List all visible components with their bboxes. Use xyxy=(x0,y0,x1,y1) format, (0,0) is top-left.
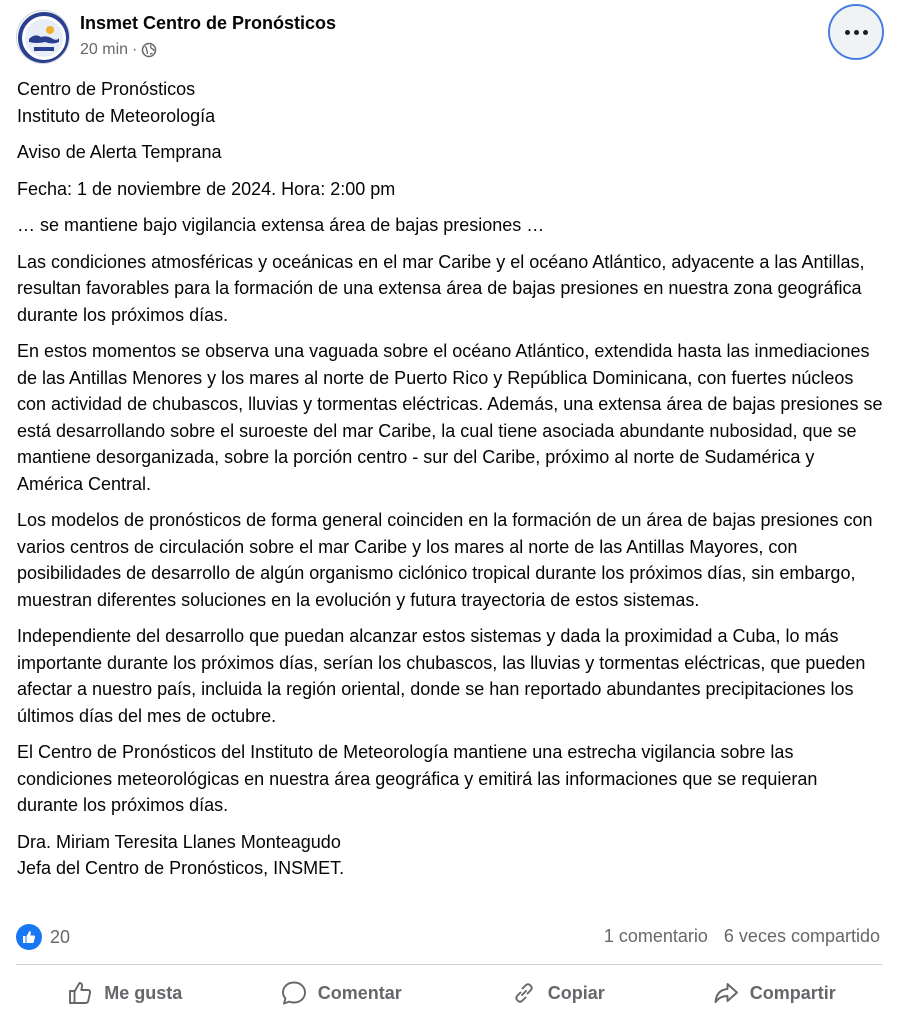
comment-button[interactable] xyxy=(233,970,450,1016)
post-line: Aviso de Alerta Temprana xyxy=(17,142,222,162)
post-paragraph xyxy=(17,176,883,203)
globe-icon[interactable] xyxy=(141,42,157,58)
link-icon xyxy=(510,979,538,1007)
post-paragraph xyxy=(17,249,883,329)
post-paragraph xyxy=(17,739,883,819)
share-count[interactable]: 6 veces compartido xyxy=(723,926,880,946)
share-button-label: Compartir xyxy=(749,982,836,1003)
meta-separator: · xyxy=(132,41,138,58)
post-body xyxy=(17,76,883,892)
comment-count[interactable]: 1 comentario xyxy=(603,926,708,946)
avatar[interactable] xyxy=(16,10,70,64)
divider xyxy=(16,964,882,965)
post-line: Independiente del desarrollo que puedan alcanzar estos sistemas y dada la proximidad a Cuba, lo más importante durante los próximos días, serían los chubascos, las lluvias y tormentas eléctricas, que pueden afectar a nuestro país, incluida la región oriental, donde se han reportado abundantes precipitaciones los últimos días del mes de octubre. xyxy=(17,626,866,726)
post-header xyxy=(16,8,884,64)
like-count: 20 xyxy=(50,926,71,947)
post-paragraph xyxy=(17,212,883,239)
more-options-button[interactable] xyxy=(828,4,884,60)
copy-button-label: Copiar xyxy=(547,982,605,1003)
post-meta xyxy=(80,41,157,59)
post-paragraph xyxy=(17,623,883,729)
like-button[interactable] xyxy=(16,970,233,1016)
post-paragraph xyxy=(17,829,883,882)
reactions-summary[interactable] xyxy=(16,924,70,950)
speech-bubble-icon xyxy=(280,979,308,1007)
more-dots-icon xyxy=(845,30,868,35)
post-line: Fecha: 1 de noviembre de 2024. Hora: 2:00 pm xyxy=(17,178,396,199)
engagement-counts xyxy=(604,926,880,947)
post-line: … se mantiene bajo vigilancia extensa área de bajas presiones … xyxy=(17,215,545,235)
post-paragraph xyxy=(17,139,883,166)
post-line: Centro de Pronósticos xyxy=(17,79,196,99)
post-line: El Centro de Pronósticos del Instituto de Meteorología mantiene una estrecha vigilancia sobre las condiciones meteorológicas en nuestra área geográfica y emitirá las informaciones que se requieran durante los próximos días. xyxy=(17,742,818,815)
thumbs-up-icon xyxy=(66,979,94,1007)
copy-button[interactable] xyxy=(449,970,666,1016)
post-line: Los modelos de pronósticos de forma general coinciden en la formación de un área de bajas presiones con varios centros de circulación sobre el mar Caribe y los mares al norte de las Antillas Mayores, con posibilidades de desarrollo de algún organismo ciclónico tropical durante los próximos días, sin embargo, muestran diferentes soluciones en la evolución y futura trayectoria de estos sistemas. xyxy=(17,510,873,610)
share-button[interactable] xyxy=(666,970,883,1016)
post-time[interactable]: 20 min xyxy=(80,41,129,58)
post-paragraph xyxy=(17,507,883,613)
share-arrow-icon xyxy=(712,979,740,1007)
author-name[interactable]: Insmet Centro de Pronósticos xyxy=(80,13,337,33)
insmet-logo-icon xyxy=(17,11,70,64)
post-paragraph xyxy=(17,76,883,129)
post-paragraph xyxy=(17,338,883,497)
post-line: En estos momentos se observa una vaguada sobre el océano Atlántico, extendida hasta las inmediaciones de las Antillas Menores y los mares al norte de Puerto Rico y República Dominicana, con fuertes núcleos con actividad de chubascos, lluvias y tormentas eléctricas. Además, una extensa área de bajas presiones se está desarrollando sobre el suroeste del mar Caribe, la cual tiene asociada abundante nubosidad, que se mantiene desorganizada, sobre la porción centro - sur del Caribe, próximo al norte de Sudamérica y América Central. xyxy=(17,341,883,494)
like-reaction-icon xyxy=(16,924,42,950)
action-bar xyxy=(16,970,882,1016)
post-line: Las condiciones atmosféricas y oceánicas en el mar Caribe y el océano Atlántico, adyacente a las Antillas, resultan favorables para la formación de una extensa área de bajas presiones en nuestra zona geográfica durante los próximos días. xyxy=(17,251,865,325)
comment-button-label: Comentar xyxy=(317,982,402,1003)
post-line: Instituto de Meteorología xyxy=(17,105,216,126)
post-stats xyxy=(16,924,882,952)
like-button-label: Me gusta xyxy=(104,982,183,1003)
post-line: Jefa del Centro de Pronósticos, INSMET. xyxy=(17,858,345,878)
post-line: Dra. Miriam Teresita Llanes Monteagudo xyxy=(17,831,341,852)
